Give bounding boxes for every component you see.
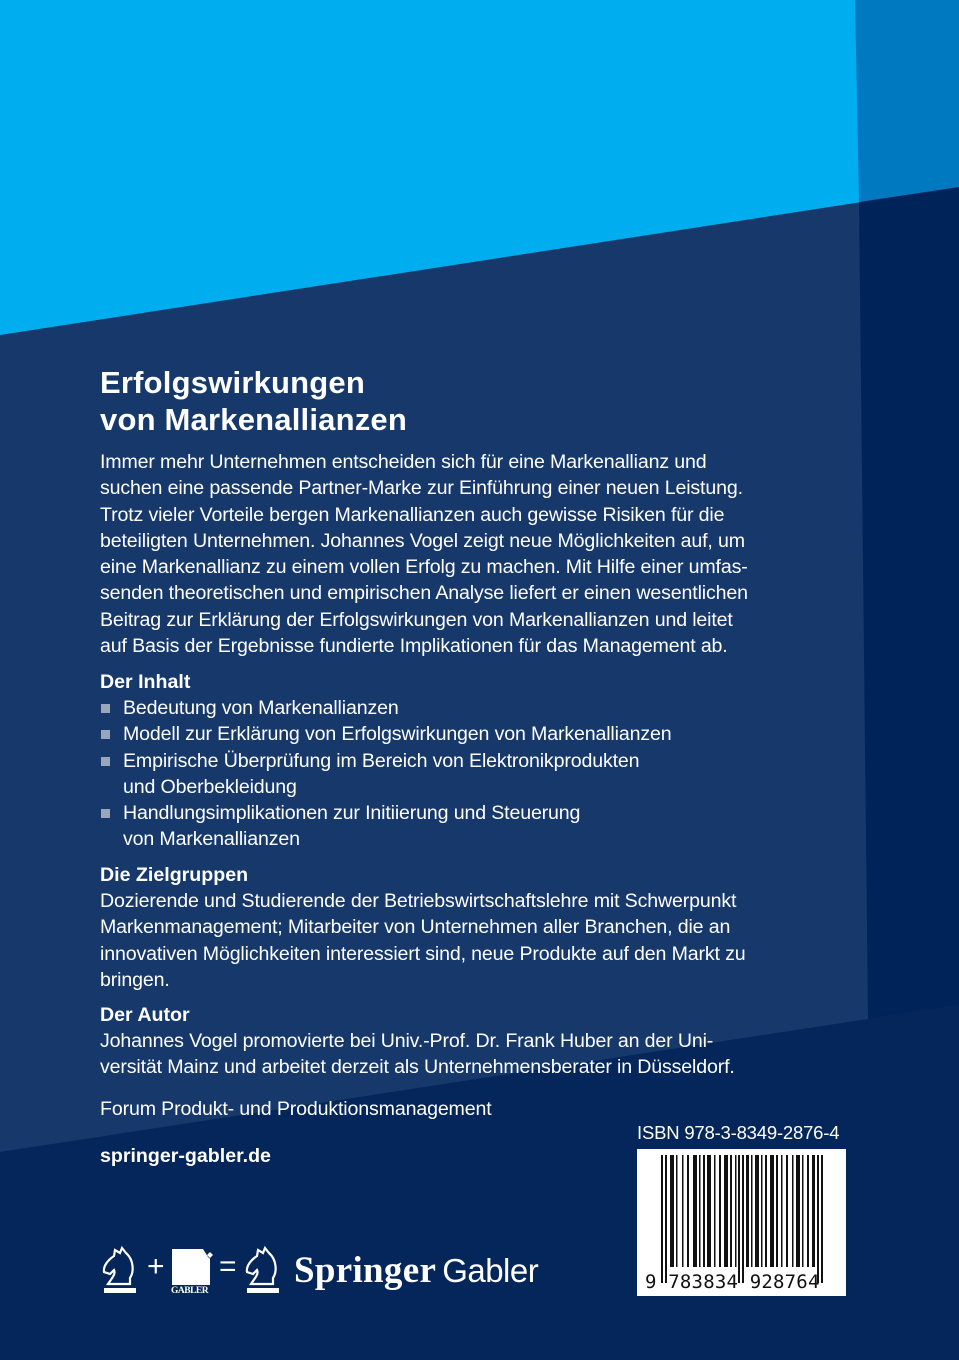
- square-bullet-icon: [101, 809, 110, 818]
- plus-sign: +: [147, 1250, 165, 1283]
- gabler-notch-icon: [203, 1249, 215, 1263]
- blurb-line: senden theoretischen und empirischen Analyse liefert er einen wesentlichen: [100, 582, 748, 605]
- blurb: [100, 449, 840, 659]
- list-item: [100, 800, 671, 853]
- contents-heading: Der Inhalt: [100, 671, 191, 693]
- springer-knight-icon: [243, 1244, 283, 1298]
- blurb-line: eine Markenallianz zu einem vollen Erfolg zu machen. Mit Hilfe einer umfas-: [100, 556, 748, 579]
- audience-line: bringen.: [100, 968, 170, 991]
- author-text: [100, 1028, 840, 1081]
- square-bullet-icon: [101, 730, 110, 739]
- website-link[interactable]: springer-gabler.de: [100, 1145, 271, 1167]
- audience-line: innovativen Möglichkeiten interessiert sind, neue Produkte auf den Markt zu: [100, 942, 746, 965]
- isbn-label: ISBN 978-3-8349-2876-4: [637, 1122, 840, 1143]
- springer-gabler-wordmark: [294, 1249, 538, 1292]
- square-bullet-icon: [101, 704, 110, 713]
- list-item-text: Modell zur Erklärung von Erfolgswirkungen von Markenallianzen: [123, 723, 672, 746]
- square-bullet-icon: [101, 757, 110, 766]
- contents-list: [100, 695, 671, 853]
- blurb-line: suchen eine passende Partner-Marke zur Einführung einer neuen Leistung.: [100, 477, 743, 500]
- list-item: [100, 721, 671, 747]
- barcode-digits: 9 783834 928764: [645, 1271, 820, 1293]
- wordmark-gabler: Gabler: [442, 1252, 539, 1289]
- springer-knight-icon: [100, 1244, 140, 1298]
- series-name: Forum Produkt- und Produktionsmanagement: [100, 1098, 492, 1120]
- blurb-line: Immer mehr Unternehmen entscheiden sich für eine Markenallianz und: [100, 451, 707, 473]
- gabler-small-label: GABLER: [171, 1286, 209, 1296]
- author-line: Johannes Vogel promovierte bei Univ.-Prof. Dr. Frank Huber an der Uni-: [100, 1030, 714, 1052]
- list-item-text: Handlungsimplikationen zur Initiierung und Steuerung: [123, 802, 581, 825]
- blurb-line: Trotz vieler Vorteile bergen Markenallianzen auch gewisse Risiken für die: [100, 503, 725, 526]
- list-item-text: und Oberbekleidung: [123, 775, 297, 798]
- list-item-text: Bedeutung von Markenallianzen: [123, 697, 399, 719]
- audience-line: Markenmanagement; Mitarbeiter von Unternehmen aller Branchen, die an: [100, 916, 731, 939]
- audience-text: [100, 888, 840, 993]
- audience-heading: Die Zielgruppen: [100, 864, 249, 886]
- blurb-line: auf Basis der Ergebnisse fundierte Implikationen für das Management ab.: [100, 635, 728, 658]
- author-heading: Der Autor: [100, 1004, 190, 1026]
- blurb-line: Beitrag zur Erklärung der Erfolgswirkungen von Markenallianzen und leitet: [100, 608, 733, 631]
- list-item-text: Empirische Überprüfung im Bereich von Elektronikprodukten: [123, 749, 640, 772]
- title-line: von Markenallianzen: [100, 402, 408, 437]
- blurb-line: beteiligten Unternehmen. Johannes Vogel zeigt neue Möglichkeiten auf, um: [100, 529, 745, 552]
- audience-line: Dozierende und Studierende der Betriebswirtschaftslehre mit Schwerpunkt: [100, 890, 737, 912]
- list-item: [100, 695, 671, 721]
- list-item-text: von Markenallianzen: [123, 828, 300, 851]
- wordmark-springer: Springer: [294, 1250, 437, 1291]
- isbn-barcode: [637, 1149, 846, 1296]
- author-line: versität Mainz und arbeitet derzeit als Unternehmensberater in Düsseldorf.: [100, 1056, 735, 1079]
- title-line: Erfolgswirkungen: [100, 365, 366, 400]
- book-title: [100, 364, 407, 438]
- equals-sign: =: [219, 1250, 237, 1283]
- list-item: [100, 748, 671, 801]
- publisher-logos: [100, 1244, 540, 1300]
